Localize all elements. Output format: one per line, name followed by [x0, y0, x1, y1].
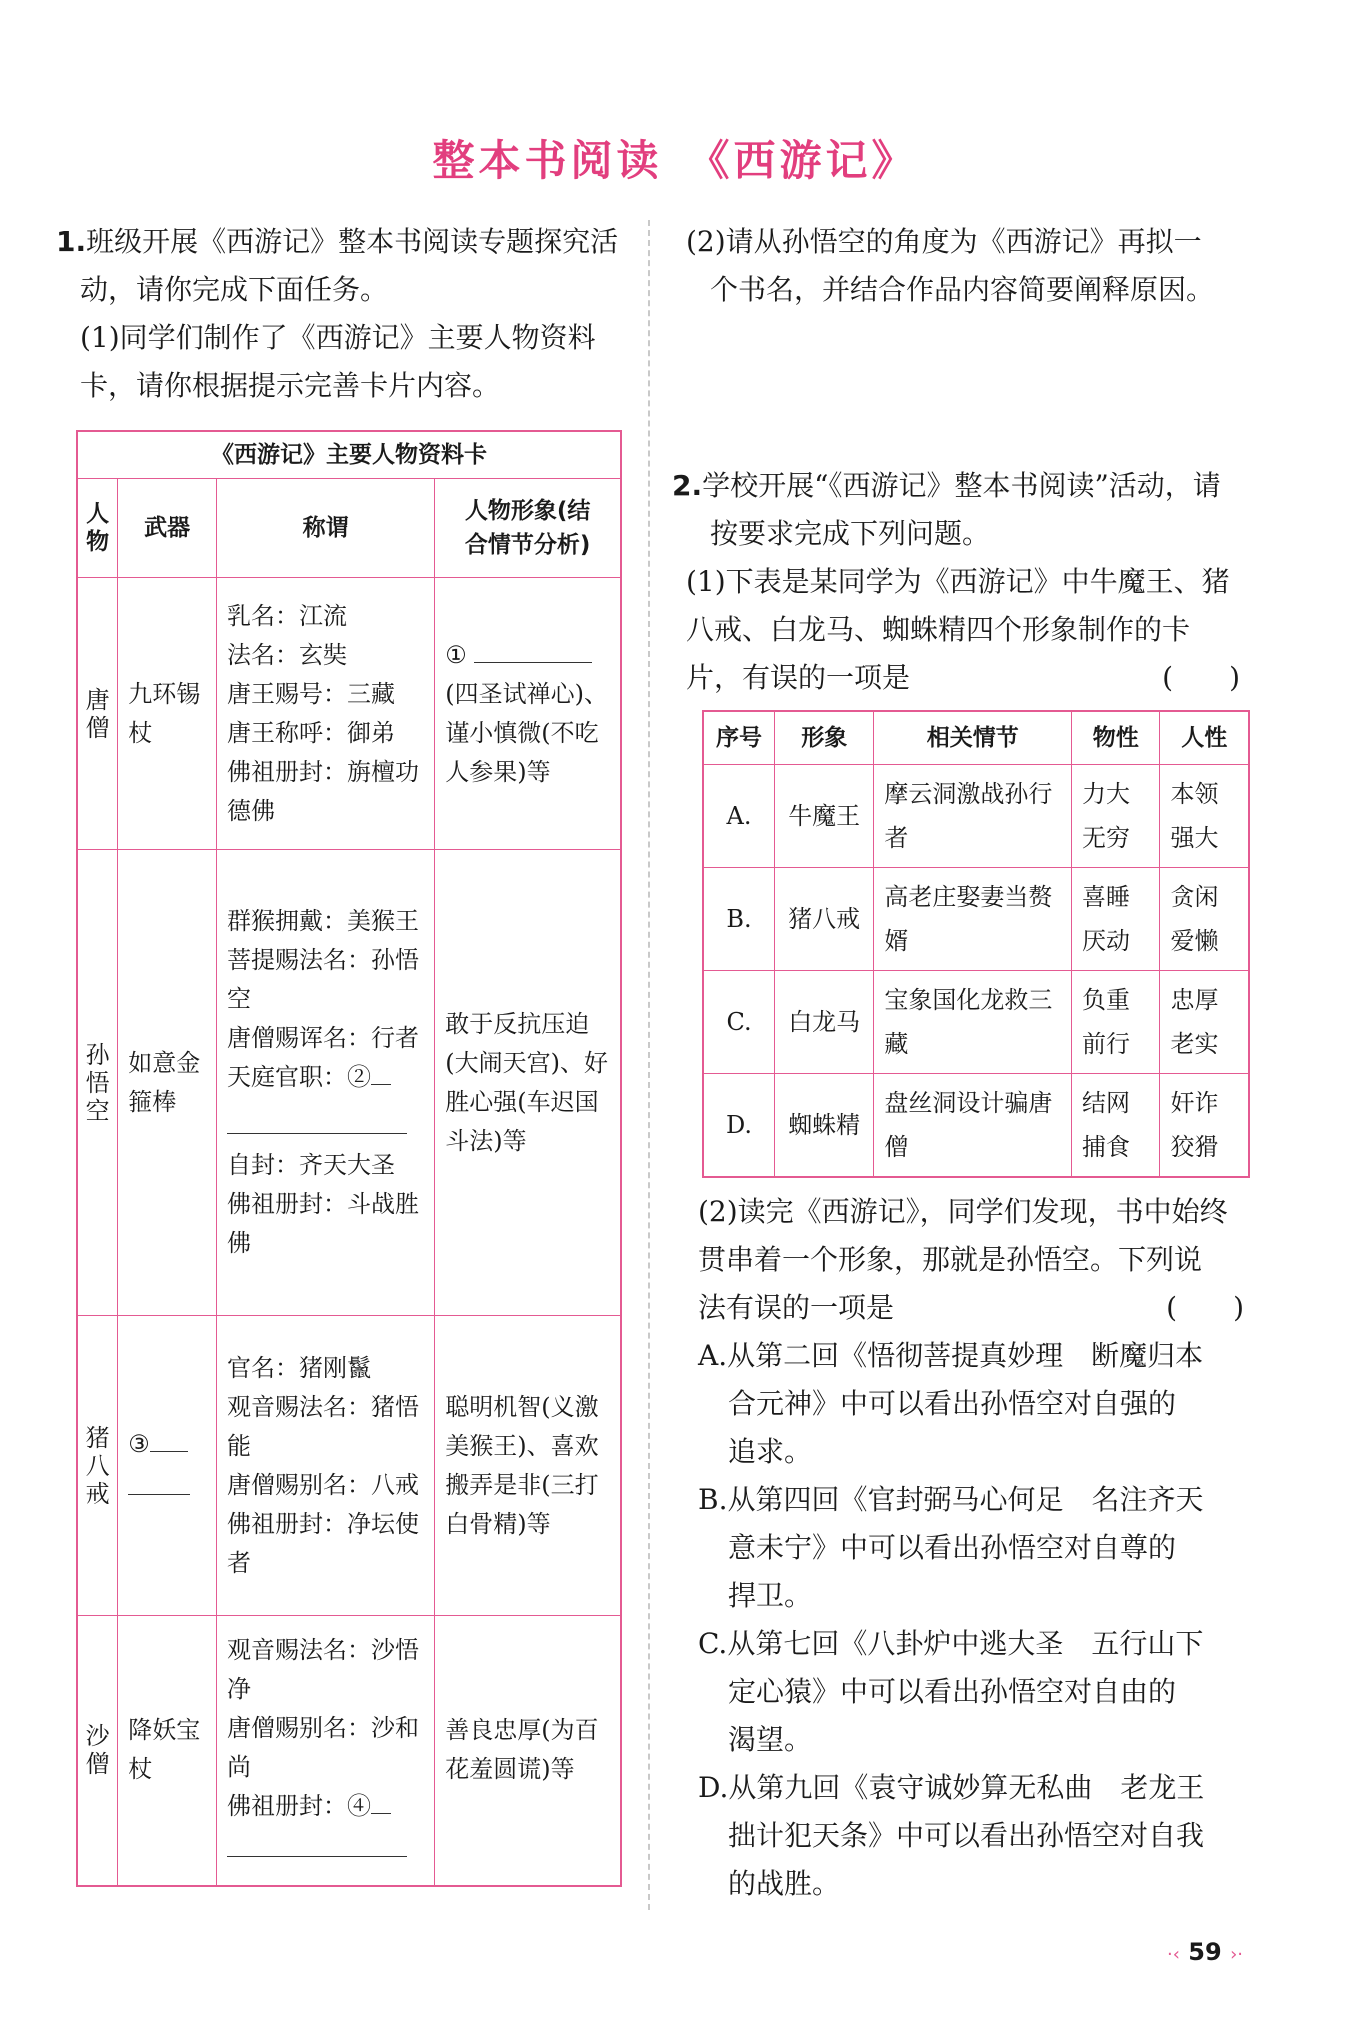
option-d[interactable]: D.从第九回《袁守诚妙算无私曲 老龙王 拙计犯天条》中可以看出孙悟空对自我 的战胜。	[698, 1771, 1205, 1900]
card-caption: 《西游记》主要人物资料卡	[77, 431, 621, 479]
table-row: B. 猪八戒 高老庄娶妻当赘婿 喜睡厌动 贪闲爱懒	[703, 868, 1249, 971]
table-header: 人性	[1160, 711, 1249, 765]
subquestion-2-block	[698, 1188, 1250, 1908]
character-name: 猪八戒	[77, 1316, 118, 1616]
header-weapon: 武器	[118, 479, 217, 578]
header-image: 人物形象(结 合情节分析)	[435, 479, 621, 578]
table-row: A. 牛魔王 摩云洞激战孙行者 力大无穷 本领强大	[703, 765, 1249, 868]
blank-marker: ①	[445, 640, 467, 669]
answer-blank[interactable]	[150, 1451, 188, 1452]
character-titles: 官名：猪刚鬣 观音赐法名：猪悟能 唐僧赐别名：八戒 佛祖册封：净坛使者	[217, 1316, 435, 1616]
right-column	[672, 218, 1246, 702]
answer-blank[interactable]	[371, 1813, 391, 1814]
subquestion-1: 八戒、白龙马、蜘蛛精四个形象制作的卡	[686, 613, 1191, 646]
table-row: D. 蜘蛛精 盘丝洞设计骗唐僧 结网捕食 奸诈狡猾	[703, 1074, 1249, 1177]
character-image: 聪明机智(义激美猴王)、喜欢搬弄是非(三打白骨精)等	[435, 1316, 621, 1616]
decor-dots-icon: ›·	[1230, 1944, 1243, 1965]
character-image: 敢于反抗压迫(大闹天宫)、好胜心强(车迟国斗法)等	[435, 850, 621, 1316]
image-cards-table	[702, 710, 1250, 1178]
table-header: 物性	[1072, 711, 1160, 765]
answer-blank[interactable]	[371, 1084, 391, 1085]
character-weapon: 降妖宝杖	[118, 1616, 217, 1886]
table-header: 序号	[703, 711, 775, 765]
subquestion-1: (1)下表是某同学为《西游记》中牛魔王、猪	[686, 565, 1230, 598]
character-image: 善良忠厚(为百花羞圆谎)等	[435, 1616, 621, 1886]
question-1	[56, 218, 626, 410]
option-a[interactable]: A.从第二回《悟彻菩提真妙理 断魔归本 合元神》中可以看出孙悟空对自强的 追求。	[698, 1339, 1204, 1468]
subquestion-2: 贯串着一个形象，那就是孙悟空。下列说	[698, 1243, 1203, 1276]
option-b[interactable]: B.从第四回《官封弼马心何足 名注齐天 意未宁》中可以看出孙悟空对自尊的 捍卫。	[698, 1483, 1204, 1612]
header-title: 称谓	[217, 479, 435, 578]
question-stem: 动，请你完成下面任务。	[80, 273, 389, 306]
character-weapon: ③	[118, 1316, 217, 1616]
subquestion-2: (2)请从孙悟空的角度为《西游记》再拟一	[686, 225, 1202, 258]
table-row: C. 白龙马 宝象国化龙救三藏 负重前行 忠厚老实	[703, 971, 1249, 1074]
answer-blank[interactable]	[474, 662, 592, 663]
subquestion-2: 个书名，并结合作品内容简要阐释原因。	[710, 273, 1215, 306]
subquestion-1: 片，有误的一项是	[686, 661, 911, 694]
decor-dots-icon: ·‹	[1167, 1944, 1180, 1965]
answer-space[interactable]	[686, 314, 1246, 462]
page-title: 整本书阅读 《西游记》	[432, 136, 918, 185]
character-image: ① (四圣试禅心)、谨小慎微(不吃人参果)等	[435, 578, 621, 850]
character-name: 孙悟空	[77, 850, 118, 1316]
header-person: 人物	[77, 479, 118, 578]
answer-blank[interactable]	[227, 1826, 407, 1857]
question-stem: 班级开展《西游记》整本书阅读专题探究活	[86, 225, 619, 258]
character-titles: 乳名：江流 法名：玄奘 唐王赐号：三藏 唐王称呼：御弟 佛祖册封：旃檀功德佛	[217, 578, 435, 850]
subquestion-1: (1)同学们制作了《西游记》主要人物资料	[80, 321, 596, 354]
question-stem: 学校开展“《西游记》整本书阅读”活动，请	[702, 469, 1221, 502]
character-weapon: 如意金箍棒	[118, 850, 217, 1316]
answer-blank[interactable]	[227, 1097, 407, 1134]
column-divider	[648, 220, 650, 1910]
character-name: 唐僧	[77, 578, 118, 850]
question-number: 1.	[56, 225, 87, 258]
answer-paren[interactable]: ( )	[1162, 661, 1240, 694]
answer-blank[interactable]	[128, 1464, 190, 1495]
subquestion-2: (2)读完《西游记》，同学们发现，书中始终	[698, 1195, 1228, 1228]
subquestion-2: 法有误的一项是	[698, 1291, 895, 1324]
table-header: 相关情节	[874, 711, 1072, 765]
character-titles: 群猴拥戴：美猴王 菩提赐法名：孙悟空 唐僧赐诨名：行者 天庭官职：② 自封：齐天大圣 佛祖册封：斗战胜佛	[217, 850, 435, 1316]
table-header: 形象	[775, 711, 874, 765]
subquestion-1: 卡，请你根据提示完善卡片内容。	[80, 369, 501, 402]
character-card-table	[76, 430, 622, 1887]
character-titles: 观音赐法名：沙悟净 唐僧赐别名：沙和尚 佛祖册封：④	[217, 1616, 435, 1886]
page-number: ·‹ 59 ›·	[1167, 1938, 1243, 1966]
answer-paren[interactable]: ( )	[1166, 1291, 1244, 1324]
option-c[interactable]: C.从第七回《八卦炉中逃大圣 五行山下 定心猿》中可以看出孙悟空对自由的 渴望。	[698, 1627, 1204, 1756]
question-stem: 按要求完成下列问题。	[710, 517, 991, 550]
question-number: 2.	[672, 469, 703, 502]
character-weapon: 九环锡杖	[118, 578, 217, 850]
character-name: 沙僧	[77, 1616, 118, 1886]
